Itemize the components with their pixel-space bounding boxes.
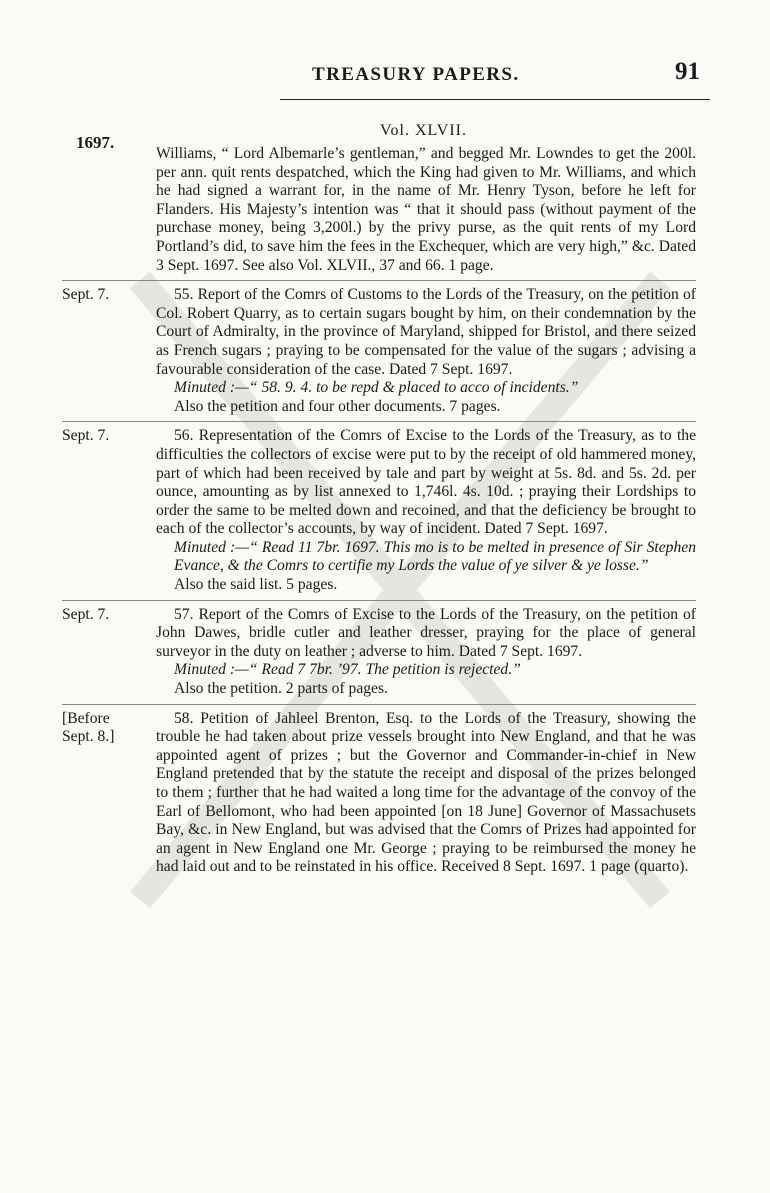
entry-minute: Minuted :—“ Read 11 7br. 1697. This mo is to be melted in presence of Sir Stephen Evance, & the Comrs to certifie my Lords the value of ye silver & ye losse.”: [174, 538, 696, 575]
entry-date: Sept. 7.: [62, 427, 110, 445]
entry-text: 57. Report of the Comrs of Excise to the Lords of the Treasury, on the petition of John Dawes, bridle cutler and leather dresser, praying for the place of general surveyor in the duty on leather ; adverse to him. Dated 7 Sept. 1697.: [156, 605, 696, 660]
volume-heading: Vol. XLVII.: [380, 122, 468, 139]
running-header: [280, 58, 700, 102]
header-title: TREASURY PAPERS.: [312, 64, 520, 85]
entry-56: [62, 427, 696, 594]
entry-also: Also the petition. 2 parts of pages.: [174, 680, 388, 698]
entry-also: Also the petition and four other documents. 7 pages.: [174, 397, 501, 415]
entry-minute: Minuted :—“ 58. 9. 4. to be repd & placed to acco of incidents.”: [174, 379, 579, 397]
body-text: [62, 145, 696, 877]
entry-date: Sept. 7.: [62, 605, 110, 623]
continuation-paragraph: Williams, “ Lord Albemarle’s gentleman,” and begged Mr. Lowndes to get the 200l. per ann. quit rents despatched, which the King had given to Mr. Williams, and which he had signed a warrant for, in the name of Mr. Henry Tyson, before he left for Flanders. His Majesty’s intention was “ that it should pass (without payment of the purchase money, being 3,200l.) by the privy purse, as the quit rents of my Lord Portland’s did, to save him the fees in the Exchequer, which are very high,” &c. Dated 3 Sept. 1697. See also Vol. XLVII., 37 and 66. 1 page.: [156, 145, 696, 274]
page-number: 91: [675, 58, 700, 85]
year-marker: 1697.: [76, 133, 115, 152]
header-rule: [280, 99, 710, 100]
entry-58: [62, 709, 696, 877]
entry-text: 58. Petition of Jahleel Brenton, Esq. to the Lords of the Treasury, showing the trouble he had taken about prize vessels brought into New England, and that he was appointed agent of prizes ; but the Governor and Commander-in-chief in New England pretended that by the statute the receipt and disposal of the prizes belonged to them ; further that he had waited a long time for the advantage of the convoy of the Earl of Bellomont, who had been appointed [on 18 June] Governor of Massachusets Bay, &c. in New England, but was advised that the Comrs of Prizes had appointed for an agent in New England one Mr. George ; praying to be reimbursed the money he had laid out and to be reinstated in his office. Received 8 Sept. 1697. 1 page (quarto).: [156, 709, 696, 876]
entry-minute: Minuted :—“ Read 7 7br. ’97. The petition is rejected.”: [174, 661, 521, 679]
entry-text: 56. Representation of the Comrs of Excise to the Lords of the Treasury, as to the difficulties the collectors of excise were put to by the receipt of old hammered money, part of which had been received by tale and part by weight at 5s. 8d. and 5s. 2d. per ounce, amounting as by list annexed to 1,746l. 4s. 10d. ; praying their Lordships to order the same to be melted down and recoined, and that the deficiency be brought to each of the collector’s accounts, by way of incident. Dated 7 Sept. 1697.: [156, 427, 696, 538]
entry-also: Also the said list. 5 pages.: [174, 576, 338, 594]
entry-text: 55. Report of the Comrs of Customs to the Lords of the Treasury, on the petition of Col. Robert Quarry, as to certain sugars bought by him, on their condemnation by the Court of Admiralty, in the province of Maryland, shipped for Bristol, and there seized as French sugars ; praying to be compensated for the value of the sugars ; advising a favourable consideration of the case. Dated 7 Sept. 1697.: [156, 286, 696, 378]
entry-55: [62, 286, 696, 416]
entry-date: [Before Sept. 8.]: [62, 709, 115, 746]
entry-date: Sept. 7.: [62, 286, 110, 304]
entry-57: [62, 605, 696, 699]
